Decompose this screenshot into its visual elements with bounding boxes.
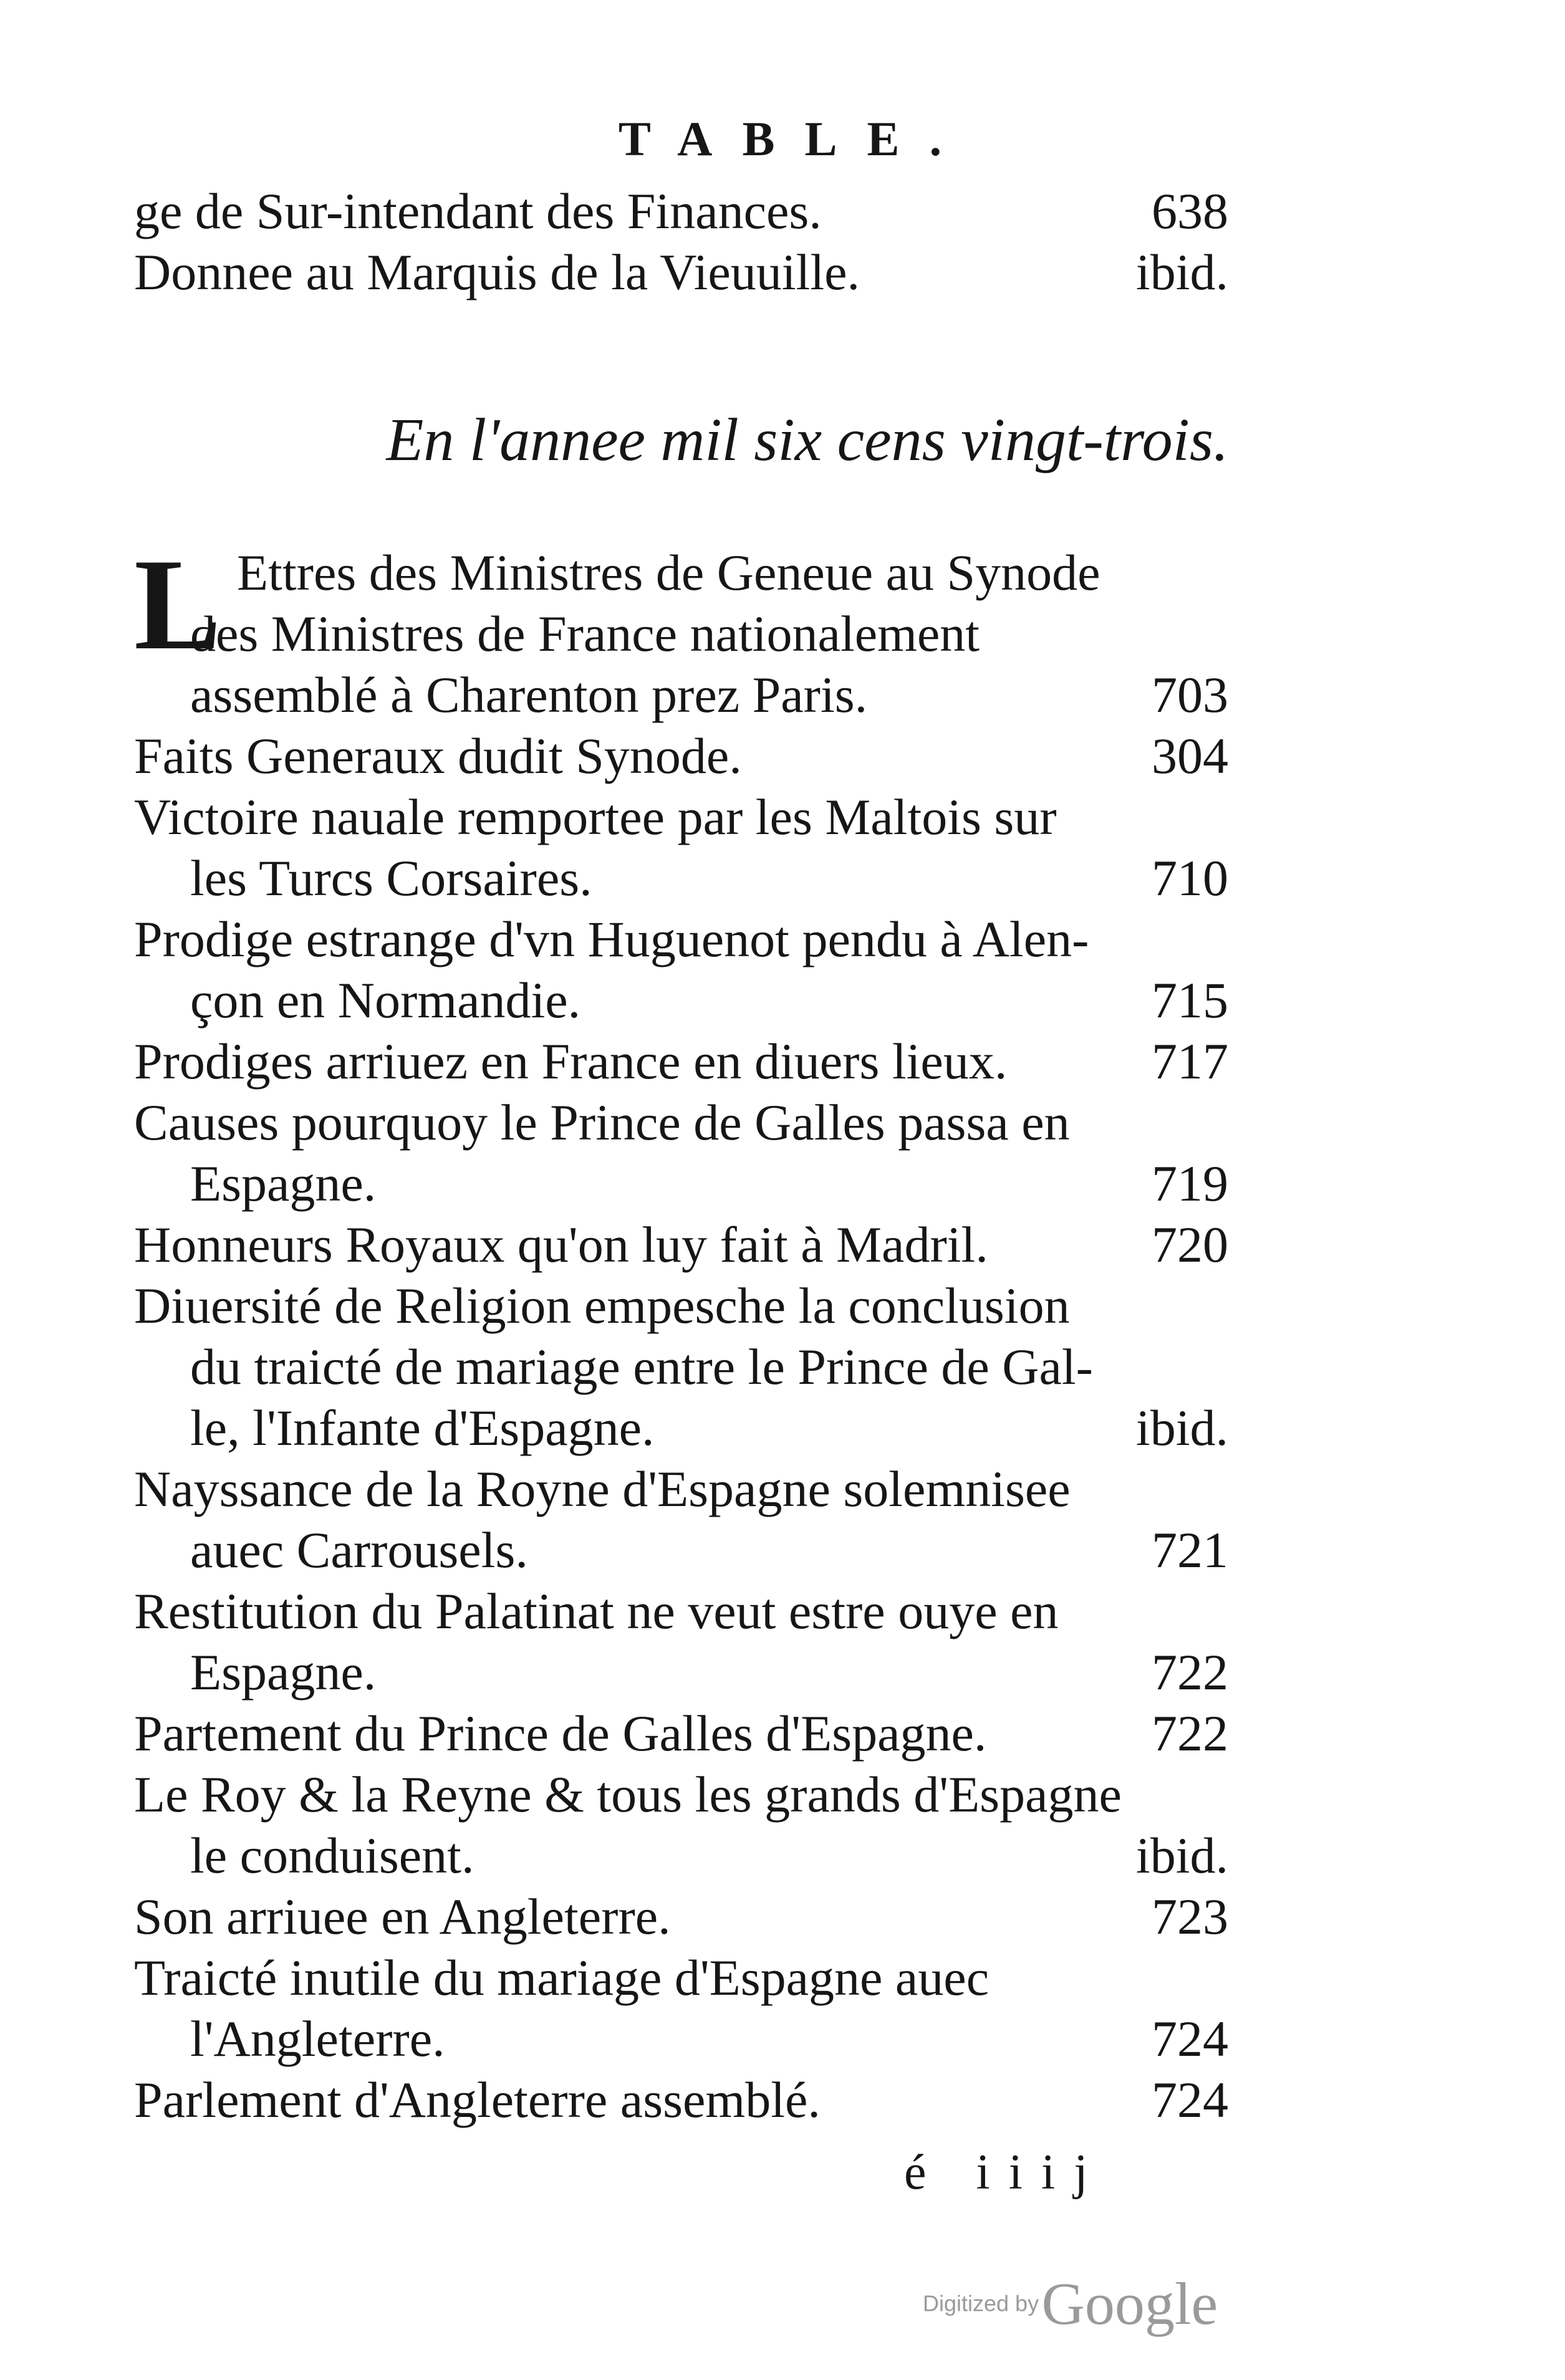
entry-text: le conduisent.: [190, 1827, 474, 1884]
entry-text: les Turcs Corsaires.: [190, 850, 592, 906]
entry-text: Traicté inutile du mariage d'Espagne auec: [134, 1949, 990, 2006]
drop-cap: L: [134, 532, 222, 677]
entry-text: auec Carrousels.: [190, 1522, 528, 1578]
index-entry-line: [134, 787, 1228, 848]
entry-text: Le Roy & la Reyne & tous les grands d'Espagne: [134, 1766, 1122, 1823]
entry-text: Partement du Prince de Galles d'Espagne.: [134, 1705, 987, 1762]
entry-page-number: 724: [1152, 2071, 1228, 2128]
index-entry-line: [134, 726, 1228, 787]
index-entry-line: [134, 1581, 1228, 1642]
entry-text: çon en Normandie.: [190, 972, 581, 1029]
entry-text: Honneurs Royaux qu'on luy fait à Madril.: [134, 1216, 988, 1273]
entry-text: Prodige estrange d'vn Huguenot pendu à Alen-: [134, 911, 1089, 967]
index-entries: [134, 532, 1228, 2131]
entry-page-number: 715: [1152, 972, 1228, 1029]
entry-text: l'Angleterre.: [190, 2010, 445, 2067]
index-entry-line: [134, 970, 1228, 1031]
entry-text: Ettres des Ministres de Geneue au Synode: [237, 544, 1100, 601]
entry-page-number: ibid.: [1135, 1399, 1228, 1456]
entry-page-number: 720: [1152, 1216, 1228, 1273]
index-entry-line: [134, 1825, 1228, 1886]
entry-text: Nayssance de la Royne d'Espagne solemnisee: [134, 1461, 1071, 1517]
index-entry-line: [134, 2008, 1228, 2070]
signature-mark: é iiij: [904, 2145, 1107, 2200]
entry-page-number: 724: [1152, 2010, 1228, 2067]
entry-text: Espagne.: [190, 1644, 377, 1701]
entry-text: assemblé à Charenton prez Paris.: [190, 666, 868, 723]
running-head: TABLE.: [618, 112, 972, 166]
entry-text: Causes pourquoy le Prince de Galles passa en: [134, 1094, 1070, 1151]
entry-page-number: 723: [1152, 1888, 1228, 1945]
entry-page-number: 722: [1152, 1705, 1228, 1762]
index-entry-line: [134, 1947, 1228, 2008]
entry-text: Prodiges arriuez en France en diuers lieux.: [134, 1033, 1008, 1090]
entry-page-number: 717: [1152, 1033, 1228, 1090]
entry-text: Parlement d'Angleterre assemblé.: [134, 2071, 821, 2128]
entry-text: du traicté de mariage entre le Prince de Gal-: [190, 1338, 1093, 1395]
watermark-prefix: Digitized by: [923, 2290, 1039, 2316]
index-entry-line: [134, 1886, 1228, 1947]
digitization-watermark: [923, 2269, 1218, 2338]
entry-text: Diuersité de Religion empesche la conclusion: [134, 1277, 1070, 1334]
index-entry-line: [134, 909, 1228, 970]
entry-text: Son arriuee en Angleterre.: [134, 1888, 671, 1945]
entry-page-number: 722: [1152, 1644, 1228, 1701]
entry-text: Restitution du Palatinat ne veut estre ouye en: [134, 1583, 1059, 1639]
index-entry-line: [134, 1092, 1228, 1153]
index-entry-line: [134, 1398, 1228, 1459]
index-entry-line: [134, 1275, 1228, 1336]
index-entry-line: [134, 1153, 1228, 1214]
index-entry-line: [134, 1214, 1228, 1275]
entry-text: ge de Sur-intendant des Finances.: [134, 183, 822, 239]
index-entry-line: [134, 2070, 1228, 2131]
entry-page-number: 710: [1152, 850, 1228, 906]
index-entry-line: [134, 1459, 1228, 1520]
entry-page-number: 304: [1152, 727, 1228, 784]
entry-page-number: ibid.: [1135, 244, 1228, 300]
entry-text: des Ministres de France nationalement: [190, 605, 980, 662]
entry-page-number: 638: [1152, 183, 1228, 239]
index-entry-line: [134, 1703, 1228, 1764]
index-entry-line: [134, 665, 1228, 726]
section-heading: En l'annee mil six cens vingt-trois.: [386, 406, 1229, 474]
index-entry-line: [134, 848, 1228, 909]
entry-text: Donnee au Marquis de la Vieuuille.: [134, 244, 860, 300]
entry-page-number: ibid.: [1135, 1827, 1228, 1884]
top-entries: [134, 181, 1228, 303]
index-entry-line: [134, 242, 1228, 303]
entry-text: le, l'Infante d'Espagne.: [190, 1399, 655, 1456]
entry-page-number: 703: [1152, 666, 1228, 723]
index-entry-line: [134, 603, 1228, 665]
entry-page-number: 719: [1152, 1155, 1228, 1212]
index-entry-line: [134, 1031, 1228, 1092]
watermark-logo: Google: [1041, 2270, 1218, 2337]
entry-text: Espagne.: [190, 1155, 377, 1212]
entry-text: Faits Generaux dudit Synode.: [134, 727, 742, 784]
index-entry-line: [134, 181, 1228, 242]
entry-page-number: 721: [1152, 1522, 1228, 1578]
entry-text: Victoire nauale remportee par les Maltois sur: [134, 789, 1057, 845]
index-entry-line: [134, 1336, 1228, 1398]
index-entry-line: [134, 1764, 1228, 1825]
index-entry-line: [134, 1642, 1228, 1703]
index-entry-line: [134, 1520, 1228, 1581]
